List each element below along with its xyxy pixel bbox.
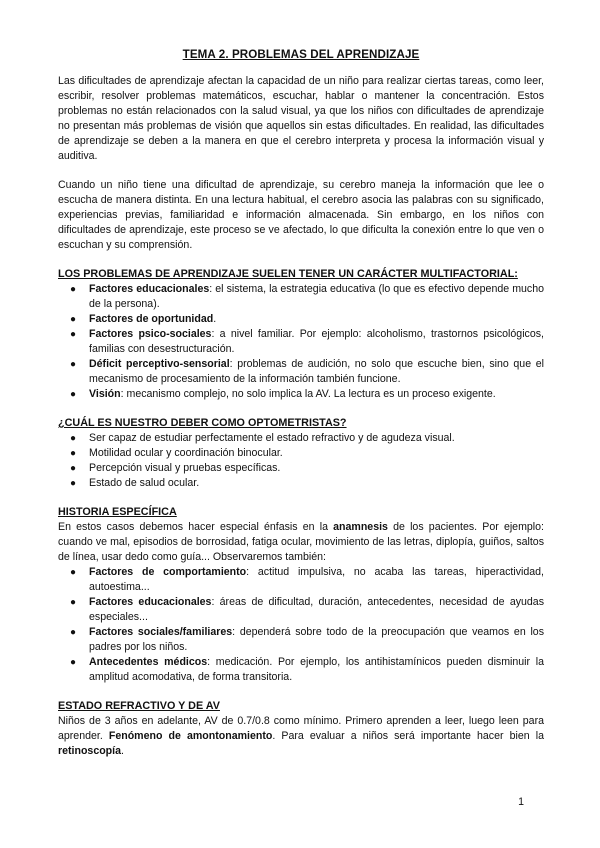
list-item bbox=[58, 387, 544, 402]
list-item-text: : problemas de audición, no solo que escuche bien, sino que el mecanismo de procesamiento de la información también funcione. bbox=[89, 358, 544, 385]
list-item-text: : el sistema, la estrategia educativa (lo que es efectivo depende mucho de la persona). bbox=[89, 283, 544, 310]
page-title: TEMA 2. PROBLEMAS DEL APRENDIZAJE bbox=[182, 48, 420, 61]
list-item-text: : mecanismo complejo, no solo implica la AV. La lectura es un proceso exigente. bbox=[120, 388, 496, 400]
bullet-icon: ● bbox=[70, 567, 77, 578]
list-item bbox=[58, 282, 544, 312]
list-item-text: Motilidad ocular y coordinación binocular. bbox=[89, 447, 283, 459]
list-item bbox=[58, 312, 544, 327]
page-number: 1 bbox=[518, 796, 524, 808]
list-item-text: . bbox=[213, 313, 217, 325]
list-item-term: Factores de oportunidad bbox=[89, 313, 214, 325]
list-item bbox=[58, 357, 544, 387]
list-item-term: Antecedentes médicos bbox=[89, 656, 208, 668]
list-item-term: Visión bbox=[89, 388, 121, 400]
estado-bold-b: retinoscopía bbox=[58, 745, 121, 757]
list-item bbox=[58, 446, 544, 461]
bullet-icon: ● bbox=[70, 389, 77, 400]
historia-intro-after: de los pacientes. Por ejemplo: cuando ve mal, episodios de borrosidad, fatiga ocular, movimiento de las letras, diplopía, guiños, saltos de línea, usar dedo como guía... Observaremos también: bbox=[58, 521, 544, 563]
document-page bbox=[58, 48, 544, 759]
bullet-icon: ● bbox=[70, 627, 77, 638]
multifactorial-list bbox=[58, 282, 544, 402]
list-item bbox=[58, 461, 544, 476]
list-item bbox=[58, 565, 544, 595]
list-item-term: Déficit perceptivo-sensorial bbox=[89, 358, 230, 370]
bullet-icon: ● bbox=[70, 314, 77, 325]
list-item-term: Factores educacionales bbox=[89, 283, 210, 295]
list-item-term: Factores sociales/familiares bbox=[89, 626, 233, 638]
list-item-text: : medicación. Por ejemplo, los antihistamínicos pueden disminuir la amplitud acomodativa, de forma transitoria. bbox=[89, 656, 544, 683]
historia-intro-bold: anamnesis bbox=[333, 521, 388, 533]
optometrist-duties-list bbox=[58, 431, 544, 491]
bullet-icon: ● bbox=[70, 657, 77, 668]
list-item bbox=[58, 625, 544, 655]
historia-list bbox=[58, 565, 544, 685]
estado-text-b: . Para evaluar a niños será importante hacer bien la bbox=[272, 730, 544, 742]
historia-intro bbox=[58, 520, 544, 565]
list-item-text: : áreas de dificultad, duración, antecedentes, necesidad de ayudas especiales... bbox=[89, 596, 544, 623]
section-heading-multifactorial: LOS PROBLEMAS DE APRENDIZAJE SUELEN TENER UN CARÁCTER MULTIFACTORIAL: bbox=[58, 268, 518, 280]
bullet-icon: ● bbox=[70, 478, 77, 489]
list-item-text: Estado de salud ocular. bbox=[89, 477, 200, 489]
estado-bold-a: Fenómeno de amontonamiento bbox=[108, 730, 273, 742]
list-item bbox=[58, 595, 544, 625]
list-item bbox=[58, 327, 544, 357]
estado-text-c: . bbox=[121, 745, 124, 757]
list-item-term: Factores psico-sociales bbox=[89, 328, 212, 340]
list-item bbox=[58, 655, 544, 685]
list-item-text: : a nivel familiar. Por ejemplo: alcoholismo, trastornos psicológicos, familias con desestructuración. bbox=[89, 328, 544, 355]
bullet-icon: ● bbox=[70, 284, 77, 295]
bullet-icon: ● bbox=[70, 433, 77, 444]
bullet-icon: ● bbox=[70, 329, 77, 340]
estado-text-a: Niños de 3 años en adelante, AV de 0.7/0.8 como mínimo. Primero aprenden a leer, luego leen para aprender. bbox=[58, 715, 544, 742]
list-item-text: Ser capaz de estudiar perfectamente el estado refractivo y de agudeza visual. bbox=[89, 432, 455, 444]
list-item-term: Factores educacionales bbox=[89, 596, 212, 608]
estado-refractivo-paragraph bbox=[58, 714, 544, 759]
bullet-icon: ● bbox=[70, 448, 77, 459]
list-item-text: : actitud impulsiva, no acaba las tareas, hiperactividad, autoestima... bbox=[89, 566, 545, 593]
list-item-text: : dependerá sobre todo de la preocupación que veamos en los padres por los niños. bbox=[89, 626, 544, 653]
bullet-icon: ● bbox=[70, 463, 77, 474]
section-heading-estado-refractivo: ESTADO REFRACTIVO Y DE AV bbox=[58, 700, 220, 712]
bullet-icon: ● bbox=[70, 597, 77, 608]
list-item bbox=[58, 476, 544, 491]
list-item bbox=[58, 431, 544, 446]
bullet-icon: ● bbox=[70, 359, 77, 370]
section-heading-optometristas: ¿CUÁL ES NUESTRO DEBER COMO OPTOMETRISTAS? bbox=[58, 417, 347, 429]
intro-paragraph-2: Cuando un niño tiene una dificultad de aprendizaje, su cerebro maneja la información que lee o escucha de manera distinta. En una lectura habitual, el cerebro asocia las palabras con su significado, experiencias previas, familiaridad e información almacenada. Sin embargo, en los niños con dificultades de aprendizaje, este proceso se ve afectado, lo que dificulta la conexión entre lo que ven o escuchan y su comprensión. bbox=[58, 179, 544, 251]
list-item-term: Factores de comportamiento bbox=[89, 566, 247, 578]
list-item-text: Percepción visual y pruebas específicas. bbox=[89, 462, 281, 474]
intro-paragraph-1: Las dificultades de aprendizaje afectan la capacidad de un niño para realizar ciertas tareas, como leer, escribir, resolver problemas matemáticos, escuchar, hablar o mantener la concentración. Estos problemas no están relacionados con la salud visual, ya que los niños con dificultades de aprendizaje no presentan más problemas de visión que aquellos sin estas dificultades. En realidad, las dificultades de aprendizaje se deben a la manera en que el cerebro interpreta y procesa la información visual y auditiva. bbox=[58, 75, 544, 162]
historia-intro-before: En estos casos debemos hacer especial énfasis en la bbox=[58, 521, 334, 533]
section-heading-historia: HISTORIA ESPECÍFICA bbox=[58, 506, 177, 518]
